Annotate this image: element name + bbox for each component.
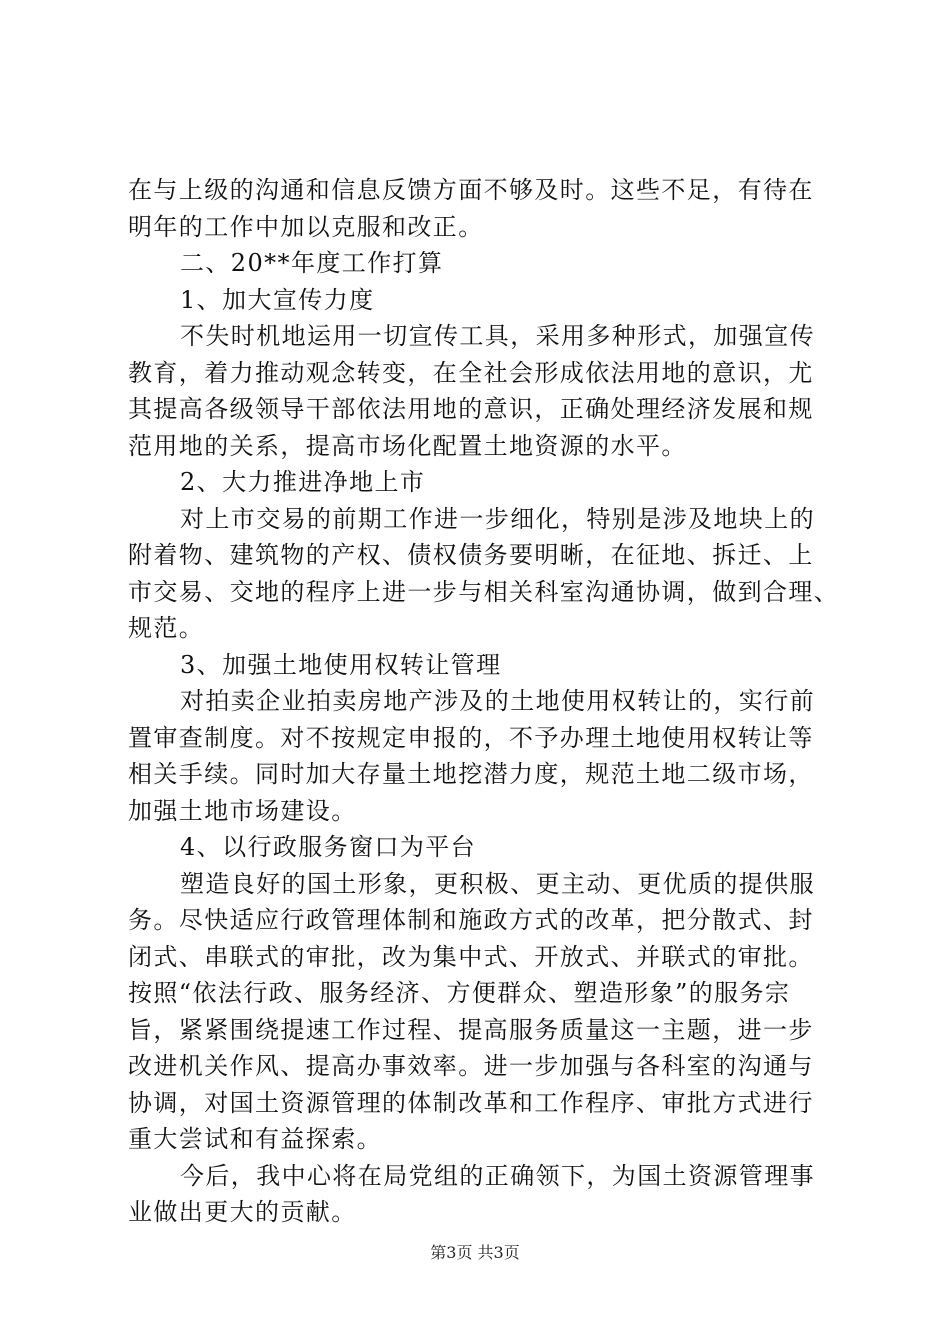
text-line: 旨，紧紧围绕提速工作过程、提高服务质量这一主题，进一步: [128, 1015, 814, 1044]
text-line: 其提高各级领导干部依法用地的意识，正确处理经济发展和规: [128, 395, 814, 423]
text-line: 塑造良好的国土形象，更积极、更主动、更优质的提供服: [180, 869, 815, 898]
text-line: 教育，着力推动观念转变，在全社会形成依法用地的意识，尤: [128, 358, 814, 387]
text-line: 范用地的关系，提高市场化配置土地资源的水平。: [128, 431, 687, 460]
subsection-heading: 1、加大宣传力度: [180, 285, 375, 314]
section-heading: 二、20**年度工作打算: [180, 249, 444, 277]
text-line: 今后，我中心将在局党组的正确领下，为国土资源管理事: [180, 1161, 815, 1190]
text-line: 闭式、串联式的审批，改为集中式、开放式、并联式的审批。: [128, 942, 814, 971]
subsection-heading: 4、以行政服务窗口为平台: [180, 833, 477, 861]
text-line: 附着物、建筑物的产权、债权债务要明晰，在征地、拆迁、上: [128, 541, 814, 569]
page-number-footer: 第3页 共3页: [430, 1243, 520, 1262]
text-line: 对拍卖企业拍卖房地产涉及的土地使用权转让的，实行前: [180, 687, 815, 715]
text-line: 相关手续。同时加大存量土地挖潜力度，规范土地二级市场，: [128, 760, 814, 788]
text-line: 明年的工作中加以克服和改正。: [128, 212, 484, 241]
text-line: 在与上级的沟通和信息反馈方面不够及时。这些不足，有待在: [128, 176, 814, 204]
text-line: 按照“依法行政、服务经济、方便群众、塑造形象”的服务宗: [128, 979, 791, 1007]
text-line: 协调，对国土资源管理的体制改革和工作程序、审批方式进行: [128, 1088, 814, 1117]
subsection-heading: 3、加强土地使用权转让管理: [180, 650, 502, 679]
subsection-heading: 2、大力推进净地上市: [180, 468, 426, 496]
text-line: 规范。: [128, 614, 205, 642]
text-line: 加强土地市场建设。: [128, 796, 357, 825]
text-line: 不失时机地运用一切宣传工具，采用多种形式，加强宣传: [180, 322, 815, 350]
text-line: 市交易、交地的程序上进一步与相关科室沟通协调，做到合理、: [128, 577, 840, 606]
text-line: 业做出更大的贡献。: [128, 1198, 357, 1226]
text-line: 对上市交易的前期工作进一步细化，特别是涉及地块上的: [180, 504, 815, 533]
text-line: 务。尽快适应行政管理体制和施政方式的改革，把分散式、封: [128, 906, 814, 934]
text-line: 改进机关作风、提高办事效率。进一步加强与各科室的沟通与: [128, 1052, 814, 1080]
text-line: 置审查制度。对不按规定申报的，不予办理土地使用权转让等: [128, 723, 814, 752]
text-line: 重大尝试和有益探索。: [128, 1125, 382, 1153]
document-body: [128, 172, 848, 1231]
